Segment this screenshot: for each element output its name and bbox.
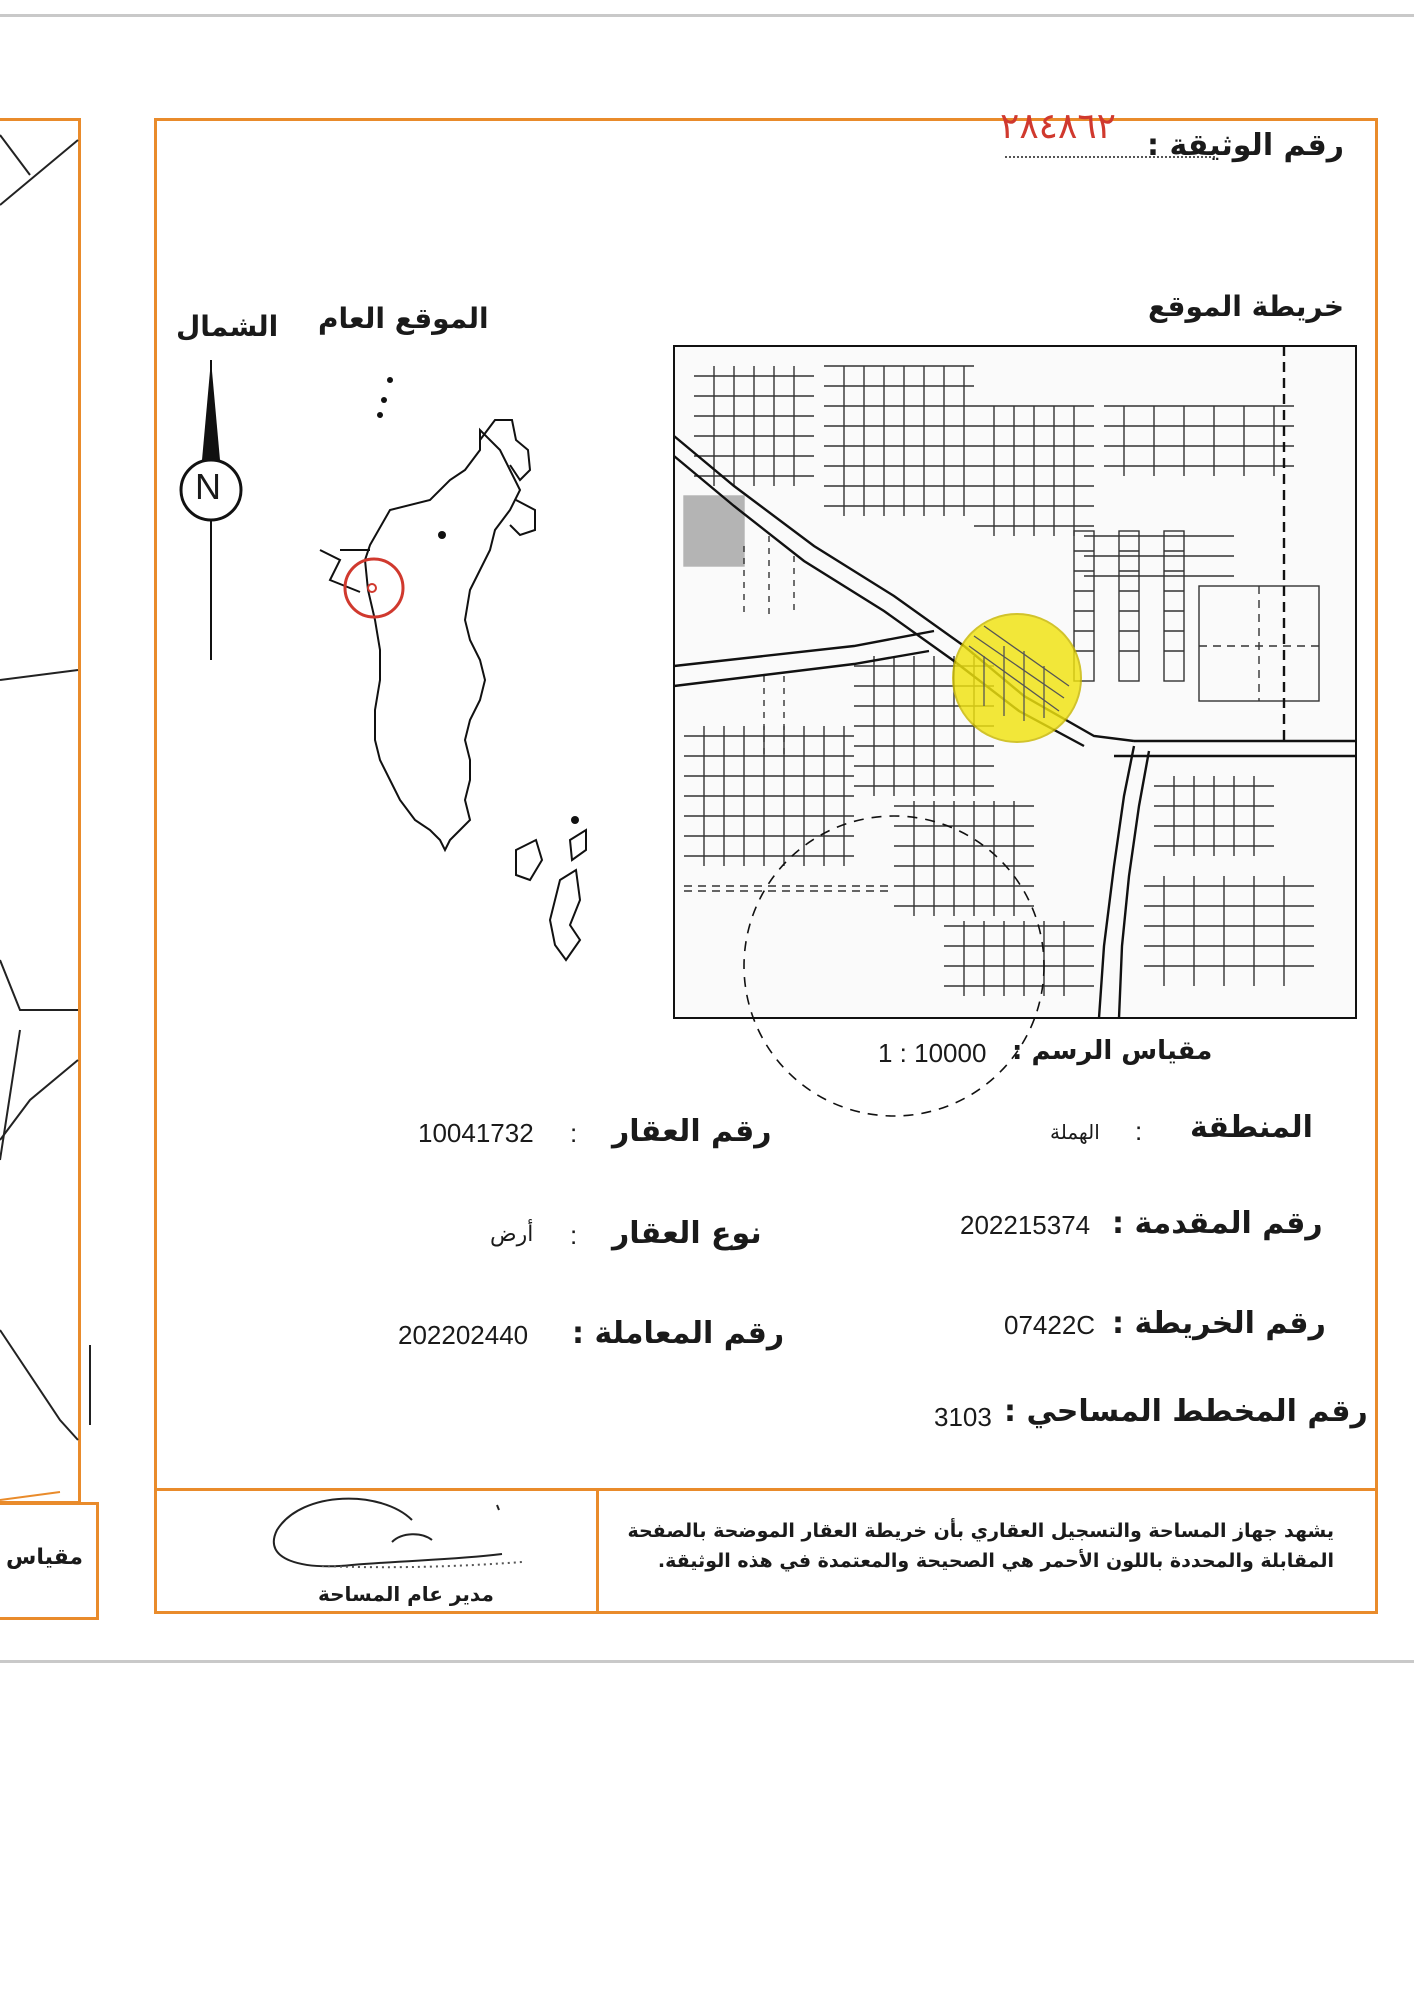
top-sheet-edge: [0, 14, 1414, 17]
area-value: الهملة: [1050, 1120, 1100, 1144]
footer-divider: [596, 1490, 599, 1614]
transaction-number-label: رقم المعاملة :: [572, 1316, 785, 1351]
north-label: الشمال: [176, 310, 279, 343]
general-location-map: [280, 360, 620, 980]
signature: [262, 1480, 542, 1580]
signatory-title: مدير عام المساحة: [318, 1582, 494, 1606]
site-location-map: [674, 346, 1356, 1018]
certification-line-2: المقابلة والمحددة باللون الأحمر هي الصحيحة والمعتمدة في هذه الوثيقة.: [657, 1550, 1334, 1572]
scale-label: مقياس الرسم :: [1012, 1036, 1213, 1066]
document-number-dotted-line: [1005, 156, 1215, 158]
adjacent-sheet-scale-label: مقياس: [6, 1545, 84, 1570]
general-location-title: الموقع العام: [318, 302, 489, 335]
property-number-separator: :: [570, 1118, 578, 1148]
property-type-label: نوع العقار: [612, 1216, 762, 1251]
certification-line-1: يشهد جهاز المساحة والتسجيل العقاري بأن خريطة العقار الموضحة بالصفحة: [627, 1520, 1334, 1542]
north-arrow-icon: [168, 350, 248, 670]
area-label: المنطقة: [1190, 1110, 1313, 1145]
area-separator: :: [1135, 1116, 1143, 1146]
scale-value: 1 : 10000: [878, 1038, 987, 1068]
property-number-label: رقم العقار: [612, 1114, 772, 1149]
bottom-sheet-edge: [0, 1660, 1414, 1663]
property-number-value: 10041732: [418, 1118, 534, 1148]
survey-plan-number-label: رقم المخطط المساحي :: [1004, 1394, 1368, 1429]
property-type-value: أرض: [490, 1222, 534, 1247]
map-number-label: رقم الخريطة :: [1112, 1306, 1326, 1341]
survey-plan-number-value: 3103: [934, 1402, 992, 1432]
map-number-value: 07422C: [1004, 1310, 1096, 1340]
property-type-separator: :: [570, 1220, 578, 1250]
adjacent-sheet-lines: [0, 0, 100, 1500]
application-number-label: رقم المقدمة :: [1112, 1206, 1323, 1241]
transaction-number-value: 202202440: [398, 1320, 529, 1350]
north-letter: N: [195, 466, 221, 507]
document-number-value: ٢٨٤٨٦٢: [1000, 106, 1117, 147]
application-number-value: 202215374: [960, 1210, 1091, 1240]
site-map-title: خريطة الموقع: [1147, 290, 1344, 323]
document-number-label: رقم الوثيقة :: [1147, 128, 1344, 163]
